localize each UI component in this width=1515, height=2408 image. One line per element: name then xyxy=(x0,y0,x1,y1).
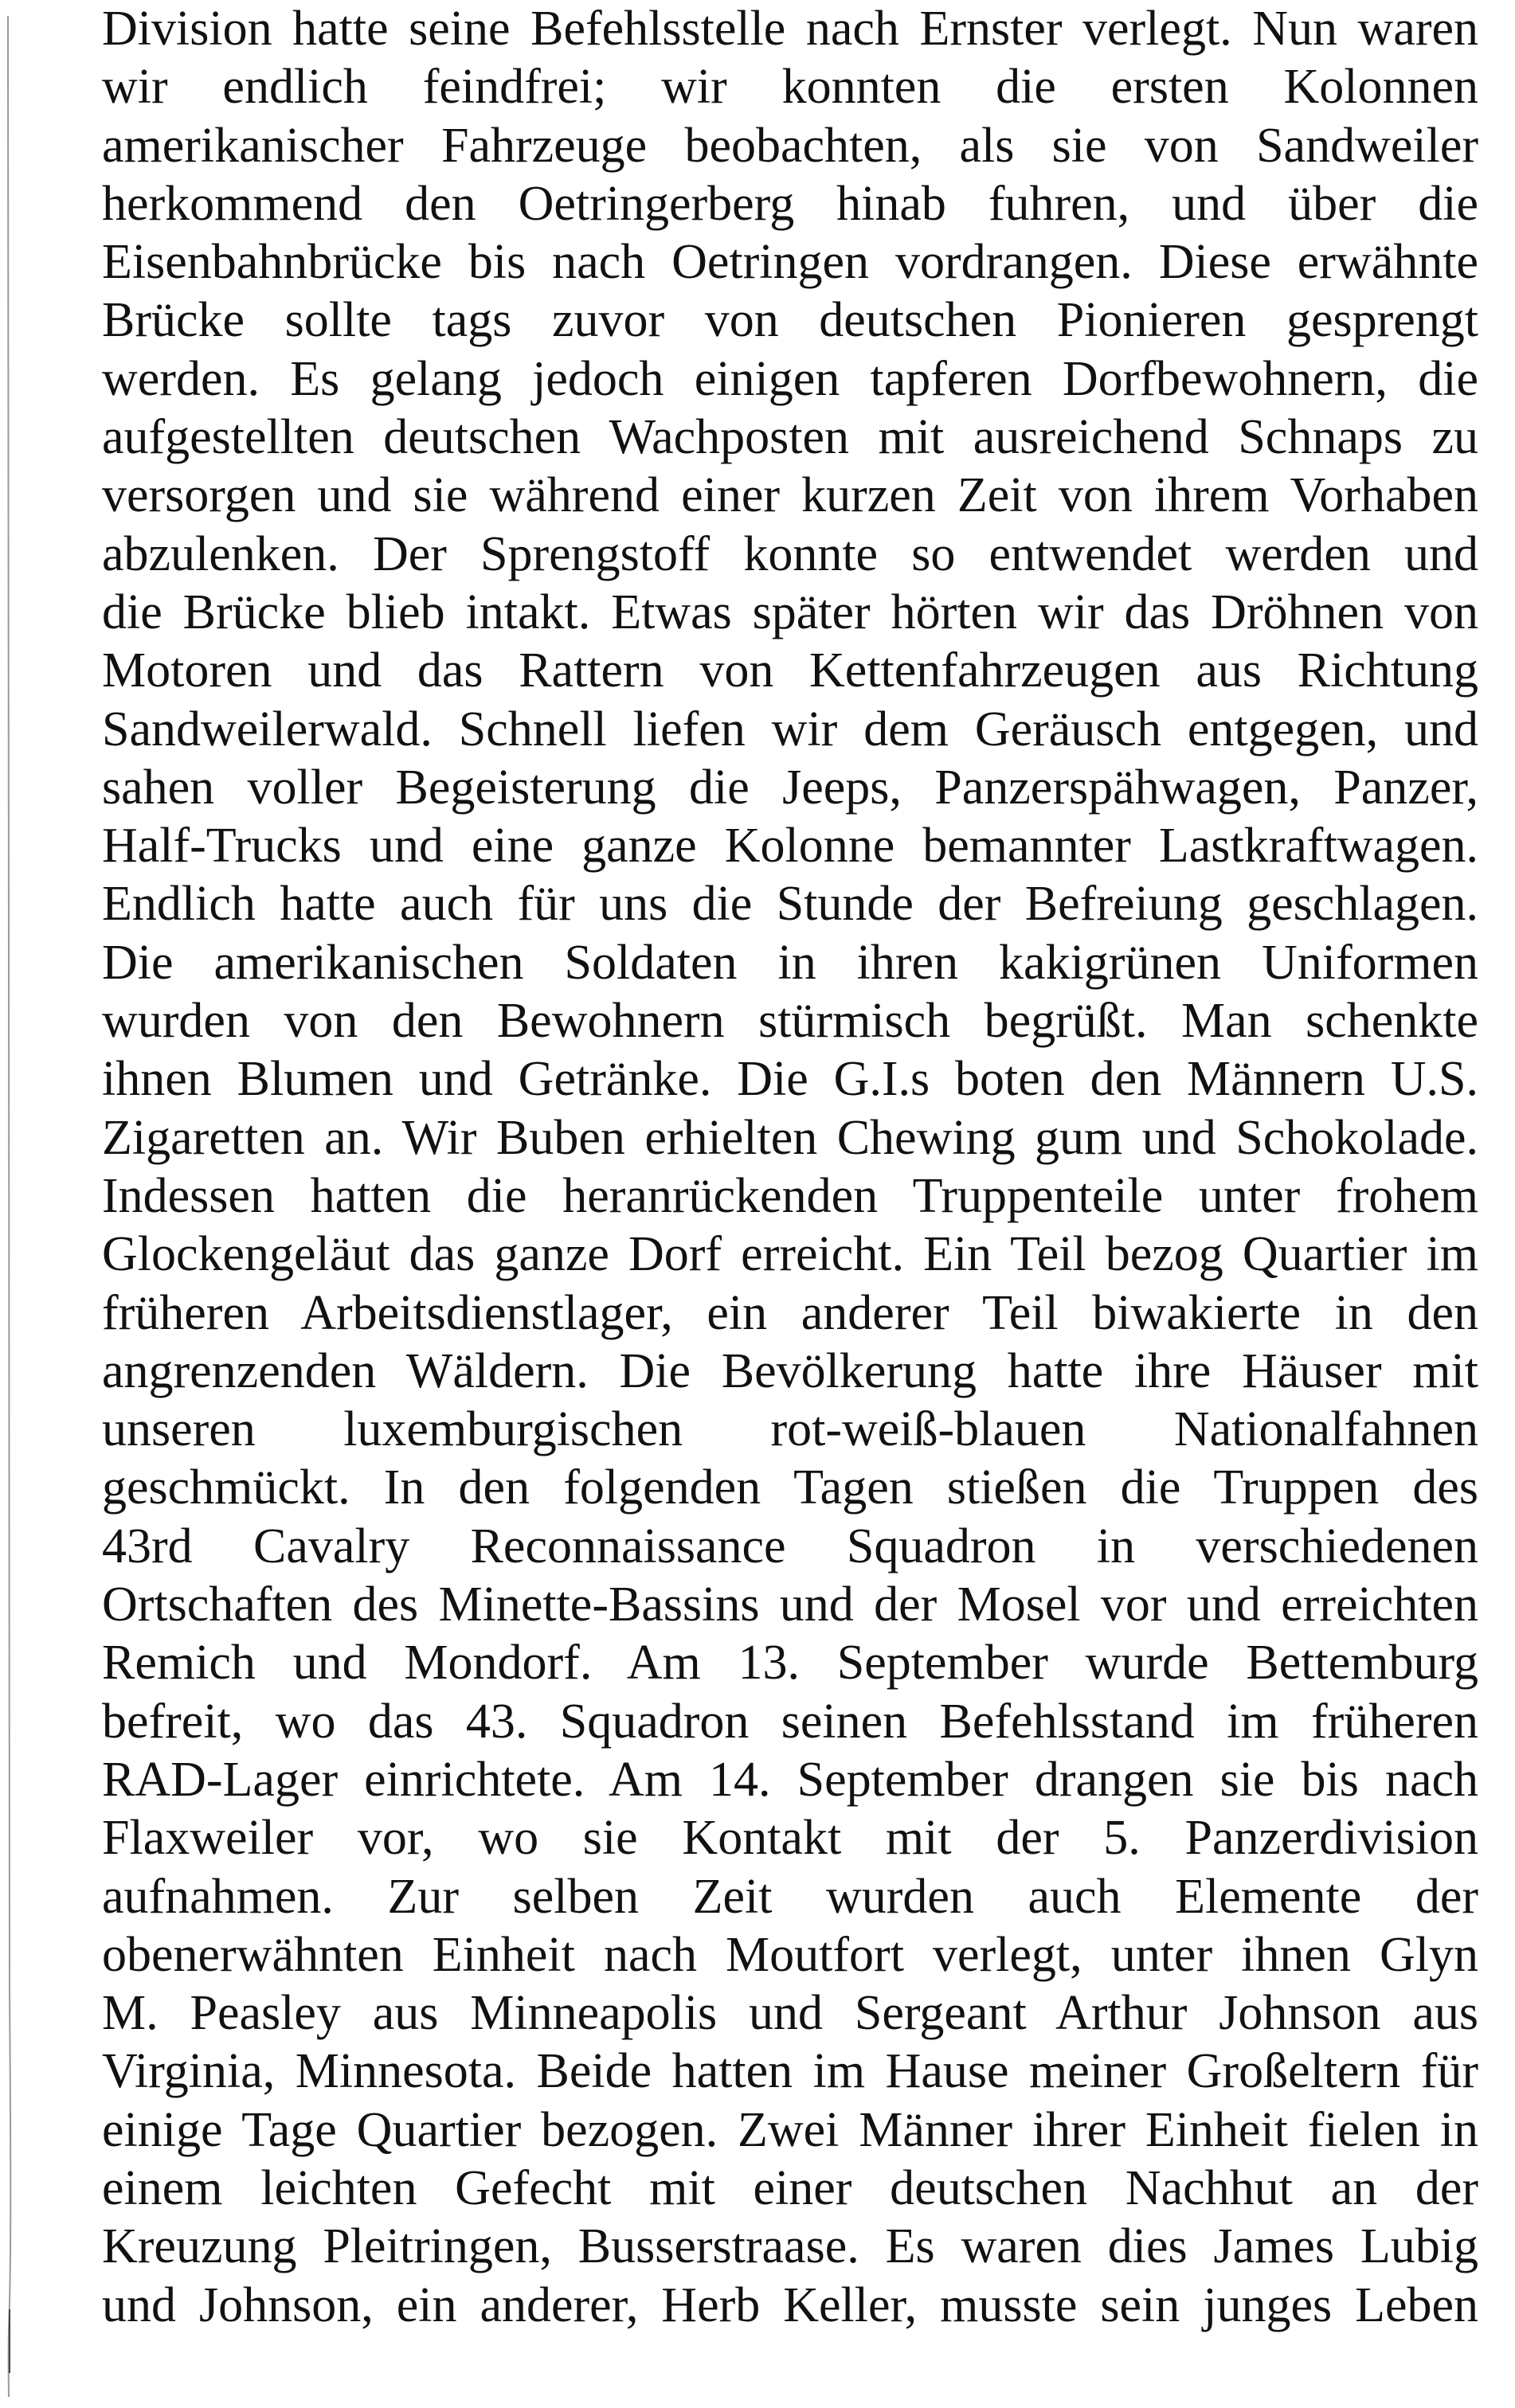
scan-margin-line xyxy=(0,0,21,2408)
text-line-8: aufgestellten deutschen Wachposten mit ausreichend Schnaps zu xyxy=(102,410,1478,465)
text-line-13: Sandweilerwald. Schnell liefen wir dem Geräusch entgegen, und xyxy=(102,702,1478,756)
text-line-24: angrenzenden Wäldern. Die Bevölkerung hatte ihre Häuser mit xyxy=(102,1343,1478,1398)
text-line-9: versorgen und sie während einer kurzen Zeit von ihrem Vorhaben xyxy=(102,468,1478,523)
text-line-12: Motoren und das Rattern von Kettenfahrzeugen aus Richtung xyxy=(102,643,1478,698)
text-line-32: Flaxweiler vor, wo sie Kontakt mit der 5. Panzerdivision xyxy=(102,1811,1478,1866)
text-line-2: wir endlich feindfrei; wir konnten die ersten Kolonnen xyxy=(102,60,1478,115)
text-line-35: M. Peasley aus Minneapolis und Sergeant Arthur Johnson aus xyxy=(102,1986,1478,2041)
text-line-15: Half-Trucks und eine ganze Kolonne bemannter Lastkraftwagen. xyxy=(102,819,1478,874)
text-line-10: abzulenken. Der Sprengstoff konnte so entwendet werden und xyxy=(102,526,1478,581)
text-line-11: die Brücke blieb intakt. Etwas später hörten wir das Dröhnen von xyxy=(102,584,1478,639)
text-line-22: Glockengeläut das ganze Dorf erreicht. Ein Teil bezog Quartier im xyxy=(102,1227,1478,1282)
text-line-6: Brücke sollte tags zuvor von deutschen Pionieren gesprengt xyxy=(102,293,1478,348)
text-line-33: aufnahmen. Zur selben Zeit wurden auch Elemente der xyxy=(102,1869,1478,1924)
text-line-26: geschmückt. In den folgenden Tagen stießen die Truppen des xyxy=(102,1460,1478,1515)
text-line-37: einige Tage Quartier bezogen. Zwei Männer ihrer Einheit fielen in xyxy=(102,2102,1478,2157)
text-line-3: amerikanischer Fahrzeuge beobachten, als sie von Sandweiler xyxy=(102,118,1478,173)
text-line-29: Remich und Mondorf. Am 13. September wurde Bettemburg xyxy=(102,1636,1478,1691)
text-line-17: Die amerikanischen Soldaten in ihren kakigrünen Uniformen xyxy=(102,935,1478,990)
text-line-27: 43rd Cavalry Reconnaissance Squadron in verschiedenen xyxy=(102,1519,1478,1573)
text-line-23: früheren Arbeitsdienstlager, ein anderer Teil biwakierte in den xyxy=(102,1285,1478,1340)
text-line-38: einem leichten Gefecht mit einer deutschen Nachhut an der xyxy=(102,2160,1478,2215)
text-line-4: herkommend den Oetringerberg hinab fuhren, und über die xyxy=(102,176,1478,231)
text-line-21: Indessen hatten die heranrückenden Truppenteile unter frohem xyxy=(102,1168,1478,1223)
text-line-30: befreit, wo das 43. Squadron seinen Befehlsstand im früheren xyxy=(102,1694,1478,1749)
document-text-block xyxy=(102,0,1478,2335)
text-line-25: unseren luxemburgischen rot-weiß-blauen Nationalfahnen xyxy=(102,1402,1478,1457)
text-line-36: Virginia, Minnesota. Beide hatten im Hause meiner Großeltern für xyxy=(102,2044,1478,2099)
text-line-34: obenerwähnten Einheit nach Moutfort verlegt, unter ihnen Glyn xyxy=(102,1927,1478,1982)
text-line-18: wurden von den Bewohnern stürmisch begrüßt. Man schenkte xyxy=(102,994,1478,1049)
text-line-16: Endlich hatte auch für uns die Stunde der Befreiung geschlagen. xyxy=(102,877,1478,932)
text-line-20: Zigaretten an. Wir Buben erhielten Chewing gum und Schokolade. xyxy=(102,1110,1478,1165)
text-line-28: Ortschaften des Minette-Bassins und der Mosel vor und erreichten xyxy=(102,1577,1478,1632)
text-line-7: werden. Es gelang jedoch einigen tapferen Dorfbewohnern, die xyxy=(102,351,1478,406)
text-line-31: RAD-Lager einrichtete. Am 14. September drangen sie bis nach xyxy=(102,1752,1478,1807)
text-line-39: Kreuzung Pleitringen, Busserstraase. Es waren dies James Lubig xyxy=(102,2219,1478,2274)
text-line-14: sahen voller Begeisterung die Jeeps, Panzerspähwagen, Panzer, xyxy=(102,760,1478,815)
text-line-19: ihnen Blumen und Getränke. Die G.I.s boten den Männern U.S. xyxy=(102,1052,1478,1107)
text-line-1: Division hatte seine Befehlsstelle nach Ernster verlegt. Nun waren xyxy=(102,2,1478,56)
text-line-5: Eisenbahnbrücke bis nach Oetringen vordrangen. Diese erwähnte xyxy=(102,235,1478,290)
text-line-40: und Johnson, ein anderer, Herb Keller, musste sein junges Leben xyxy=(102,2277,1478,2332)
